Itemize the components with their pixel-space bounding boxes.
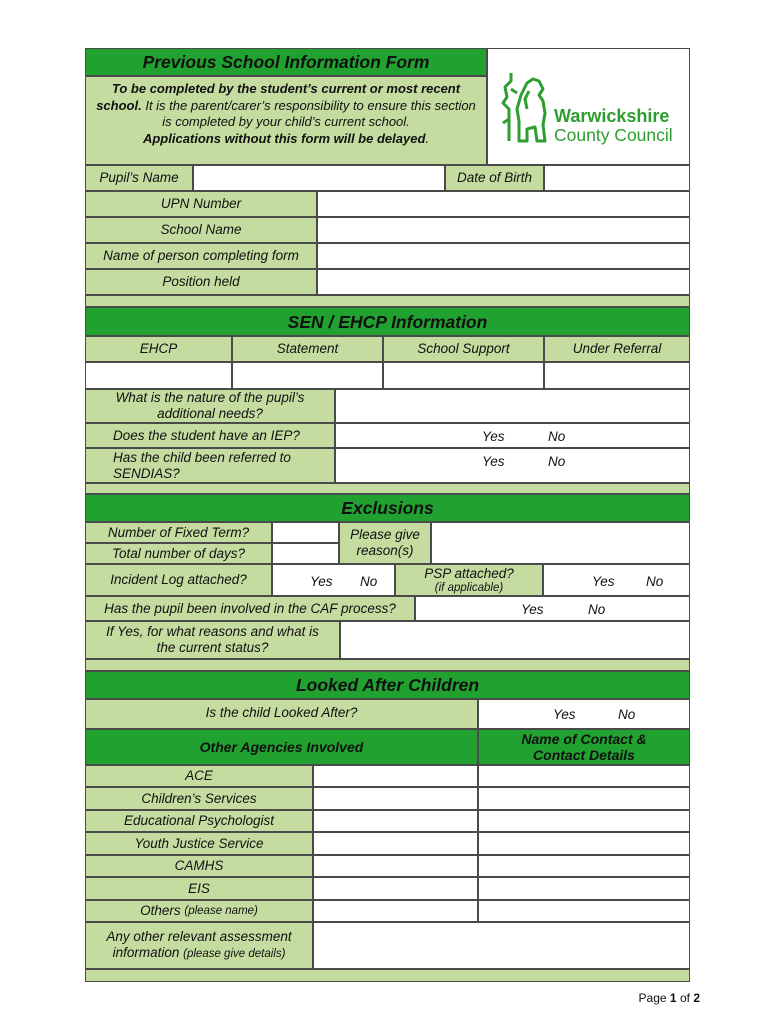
sendias-yes[interactable]: Yes bbox=[482, 454, 505, 469]
agency-youth-justice-contact[interactable] bbox=[478, 832, 690, 855]
caf-reasons-label: If Yes, for what reasons and what is the current status? bbox=[85, 621, 340, 659]
logo-line2: County Council bbox=[554, 125, 673, 145]
total-days-field[interactable] bbox=[272, 543, 339, 564]
contact-heading: Name of Contact & Contact Details bbox=[478, 729, 690, 765]
agency-childrens-services-details[interactable] bbox=[313, 787, 478, 810]
bear-and-ragged-staff-icon bbox=[499, 69, 551, 145]
psp-label bbox=[395, 564, 543, 596]
previous-school-form bbox=[85, 48, 690, 982]
logo-box bbox=[487, 48, 690, 165]
assessment-field[interactable] bbox=[313, 922, 690, 969]
agency-others-details[interactable] bbox=[313, 900, 478, 922]
lac-heading: Looked After Children bbox=[85, 671, 690, 699]
sen-col-school-support: School Support bbox=[383, 336, 544, 362]
psp-yes[interactable]: Yes bbox=[592, 574, 615, 589]
agency-ace-contact[interactable] bbox=[478, 765, 690, 787]
assessment-note: (please give details) bbox=[183, 948, 286, 960]
others-label-text: Others bbox=[140, 903, 181, 918]
fixed-term-field[interactable] bbox=[272, 522, 339, 543]
agency-eis-contact[interactable] bbox=[478, 877, 690, 900]
agency-ed-psych-label: Educational Psychologist bbox=[85, 810, 313, 832]
assessment-label bbox=[85, 922, 313, 969]
sen-heading: SEN / EHCP Information bbox=[85, 307, 690, 336]
school-name-label: School Name bbox=[85, 217, 317, 243]
page-footer bbox=[639, 991, 700, 1005]
school-name-field[interactable] bbox=[317, 217, 690, 243]
person-completing-field[interactable] bbox=[317, 243, 690, 269]
total-days-label: Total number of days? bbox=[85, 543, 272, 564]
pupil-name-label: Pupil’s Name bbox=[85, 165, 193, 191]
intro-warning-end: . bbox=[425, 130, 430, 146]
dob-field[interactable] bbox=[544, 165, 690, 191]
upn-label: UPN Number bbox=[85, 191, 317, 217]
caf-no[interactable]: No bbox=[588, 602, 606, 617]
sen-col-under-referral: Under Referral bbox=[544, 336, 690, 362]
intro-warning: Applications without this form will be delayed bbox=[142, 130, 426, 146]
sen-under-referral-field[interactable] bbox=[544, 362, 690, 389]
agency-childrens-services-contact[interactable] bbox=[478, 787, 690, 810]
sen-col-ehcp: EHCP bbox=[85, 336, 232, 362]
spacer-row bbox=[85, 969, 690, 982]
agency-camhs-contact[interactable] bbox=[478, 855, 690, 877]
iep-label: Does the student have an IEP? bbox=[85, 423, 335, 448]
agency-camhs-details[interactable] bbox=[313, 855, 478, 877]
caf-label: Has the pupil been involved in the CAF process? bbox=[85, 596, 415, 621]
agency-ed-psych-contact[interactable] bbox=[478, 810, 690, 832]
looked-after-no[interactable]: No bbox=[618, 707, 636, 722]
position-label: Position held bbox=[85, 269, 317, 295]
psp-note: (if applicable) bbox=[434, 581, 504, 594]
looked-after-label: Is the child Looked After? bbox=[85, 699, 478, 729]
upn-field[interactable] bbox=[317, 191, 690, 217]
spacer-row bbox=[85, 483, 690, 494]
caf-yes[interactable]: Yes bbox=[521, 602, 544, 617]
page-word: Page bbox=[638, 991, 667, 1005]
form-title: Previous School Information Form bbox=[85, 48, 487, 76]
page-number: 1 bbox=[669, 991, 677, 1005]
nature-of-needs-label: What is the nature of the pupil’s additional needs? bbox=[85, 389, 335, 423]
sen-ehcp-field[interactable] bbox=[85, 362, 232, 389]
agency-ed-psych-details[interactable] bbox=[313, 810, 478, 832]
others-note: (please name) bbox=[184, 905, 258, 917]
caf-reasons-field[interactable] bbox=[340, 621, 690, 659]
agency-youth-justice-label: Youth Justice Service bbox=[85, 832, 313, 855]
looked-after-yes[interactable]: Yes bbox=[553, 707, 576, 722]
assessment-label-text: Any other relevant assessment information bbox=[106, 929, 292, 960]
iep-yes[interactable]: Yes bbox=[482, 429, 505, 444]
reasons-field[interactable] bbox=[431, 522, 690, 564]
incident-log-answer[interactable] bbox=[272, 564, 395, 596]
fixed-term-label: Number of Fixed Term? bbox=[85, 522, 272, 543]
incident-log-yes[interactable]: Yes bbox=[310, 574, 333, 589]
agency-eis-details[interactable] bbox=[313, 877, 478, 900]
sen-school-support-field[interactable] bbox=[383, 362, 544, 389]
sen-col-statement: Statement bbox=[232, 336, 383, 362]
sen-statement-field[interactable] bbox=[232, 362, 383, 389]
exclusions-heading: Exclusions bbox=[85, 494, 690, 522]
sendias-no[interactable]: No bbox=[548, 454, 566, 469]
intro-normal: It is the parent/carer’s responsibility to ensure this section is completed by your child’s current school. bbox=[141, 97, 476, 129]
agencies-heading: Other Agencies Involved bbox=[85, 729, 478, 765]
iep-no[interactable]: No bbox=[548, 429, 566, 444]
nature-of-needs-field[interactable] bbox=[335, 389, 690, 423]
incident-log-label: Incident Log attached? bbox=[85, 564, 272, 596]
looked-after-answer[interactable] bbox=[478, 699, 690, 729]
incident-log-no[interactable]: No bbox=[360, 574, 378, 589]
reasons-label: Please give reason(s) bbox=[339, 522, 431, 564]
logo-line1: Warwickshire bbox=[554, 106, 670, 126]
agency-youth-justice-details[interactable] bbox=[313, 832, 478, 855]
agency-ace-label: ACE bbox=[85, 765, 313, 787]
sendias-label: Has the child been referred to SENDIAS? bbox=[85, 448, 335, 483]
of-word: of bbox=[679, 991, 690, 1005]
pupil-name-field[interactable] bbox=[193, 165, 445, 191]
position-field[interactable] bbox=[317, 269, 690, 295]
agency-camhs-label: CAMHS bbox=[85, 855, 313, 877]
form-intro bbox=[85, 76, 487, 165]
caf-answer[interactable] bbox=[415, 596, 690, 621]
intro-bold: To be completed by the student’s current or most recent school. bbox=[96, 81, 461, 113]
agency-ace-details[interactable] bbox=[313, 765, 478, 787]
spacer-row bbox=[85, 659, 690, 671]
person-completing-label: Name of person completing form bbox=[85, 243, 317, 269]
page-total: 2 bbox=[693, 991, 700, 1005]
iep-answer[interactable] bbox=[335, 423, 690, 448]
agency-childrens-services-label: Children’s Services bbox=[85, 787, 313, 810]
agency-others-label bbox=[85, 900, 313, 922]
psp-answer[interactable] bbox=[543, 564, 690, 596]
sendias-answer[interactable] bbox=[335, 448, 690, 483]
spacer-row bbox=[85, 295, 690, 307]
psp-label-text: PSP attached? bbox=[424, 565, 514, 581]
agency-eis-label: EIS bbox=[85, 877, 313, 900]
dob-label: Date of Birth bbox=[445, 165, 544, 191]
psp-no[interactable]: No bbox=[646, 574, 664, 589]
agency-others-contact[interactable] bbox=[478, 900, 690, 922]
